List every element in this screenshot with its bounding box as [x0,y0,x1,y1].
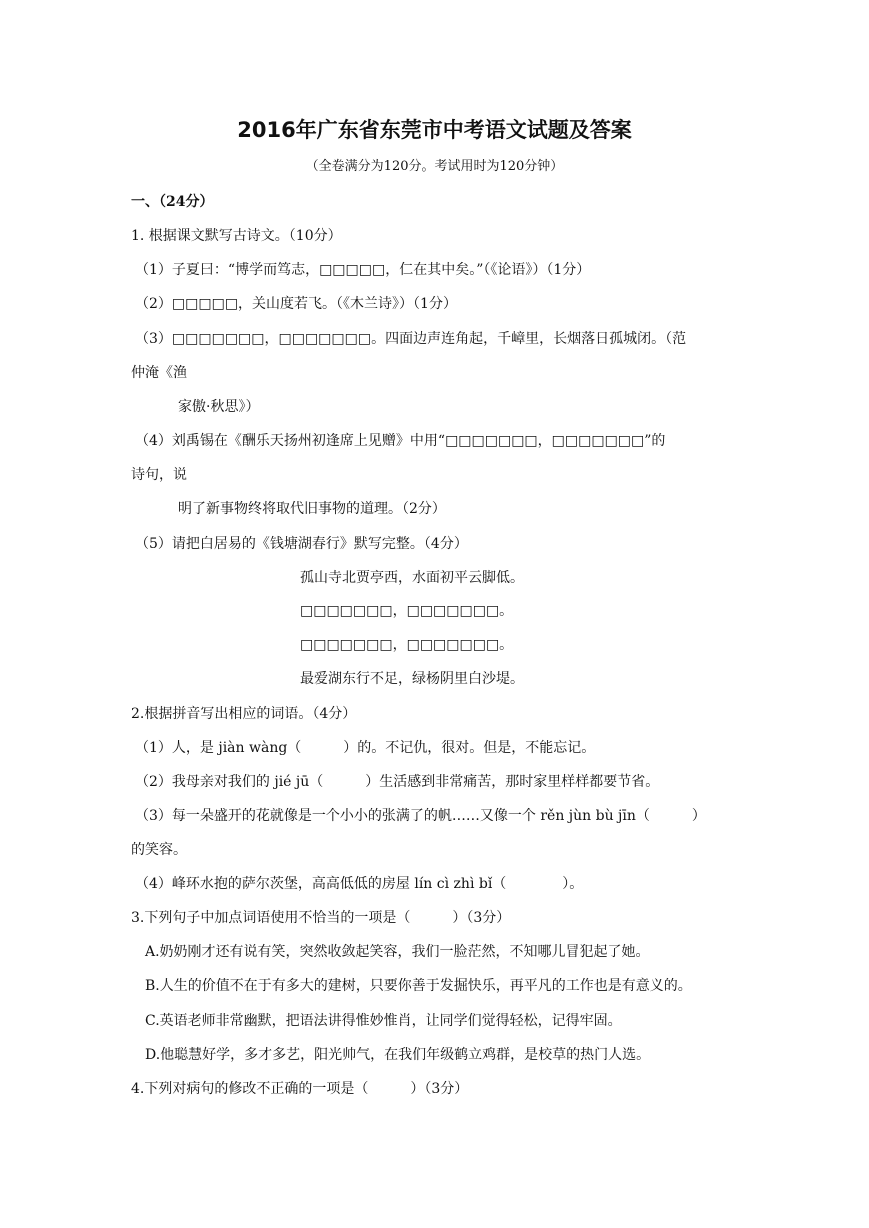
question-2-heading: 2.根据拼音写出相应的词语。（4分） [131,706,357,722]
page-subtitle: （全卷满分为120分。考试用时为120分钟） [305,159,564,174]
question-1-item-4-cont2: 明了新事物终将取代旧事物的道理。（2分） [178,501,446,517]
question-1-item-3: （3）□□□□□□□，□□□□□□□。四面边声连角起，千嶂里，长烟落日孤城闭。（范 [135,331,687,347]
question-1-item-5: （5）请把白居易的《钱塘湖春行》默写完整。（4分） [135,536,468,552]
page-title: 2016年广东省东莞市中考语文试题及答案 [237,118,632,142]
question-1-item-2: （2）□□□□□，关山度若飞。（《木兰诗》）（1分） [135,296,457,312]
question-4-heading: 4.下列对病句的修改不正确的一项是（ ）（3分） [131,1081,469,1097]
poem-line-4: 最爱湖东行不足，绿杨阴里白沙堤。 [300,671,524,687]
question-1-item-3-cont2: 家傲·秋思》） [178,399,260,415]
poem-line-2: □□□□□□□，□□□□□□□。 [300,603,514,619]
question-3-heading: 3.下列句子中加点词语使用不恰当的一项是（ ）（3分） [131,910,511,926]
question-3-option-c: C.英语老师非常幽默，把语法讲得惟妙惟肖，让同学们觉得轻松，记得牢固。 [145,1013,622,1029]
question-1-item-4-cont: 诗句，说 [131,467,187,483]
question-3-option-b: B.人生的价值不在于有多大的建树，只要你善于发掘快乐，再平凡的工作也是有意义的。 [145,978,692,994]
question-1-heading: 1. 根据课文默写古诗文。（10分） [131,228,342,244]
question-2-item-2: （2）我母亲对我们的 jié jū（ ）生活感到非常痛苦，那时家里样样都要节省。 [135,774,660,790]
question-2-item-1: （1）人，是 jiàn wàng（ ）的。不记仇，很对。但是，不能忘记。 [135,740,596,756]
question-1-item-4: （4）刘禹锡在《酬乐天扬州初逢席上见赠》中用“□□□□□□□，□□□□□□□”的 [135,433,666,449]
poem-line-1: 孤山寺北贾亭西，水面初平云脚低。 [300,570,524,586]
section-heading: 一、（24分） [131,194,214,210]
poem-line-3: □□□□□□□，□□□□□□□。 [300,637,514,653]
question-2-item-3: （3）每一朵盛开的花就像是一个小小的张满了的帆……又像一个 rěn jùn bù jīn（ ） [135,808,706,824]
question-3-option-a: A.奶奶刚才还有说有笑，突然收敛起笑容，我们一脸茫然，不知哪儿冒犯起了她。 [145,944,650,960]
question-2-item-4: （4）峰环水抱的萨尔茨堡，高高低低的房屋 lín cì zhì bǐ（ ）。 [135,876,584,892]
question-1-item-3-cont: 仲淹《渔 [131,365,187,381]
question-2-item-3-cont: 的笑容。 [131,842,187,858]
question-3-option-d: D.他聪慧好学，多才多艺，阳光帅气，在我们年级鹤立鸡群，是校草的热门人选。 [145,1047,651,1063]
question-1-item-1: （1）子夏曰：“博学而笃志，□□□□□，仁在其中矣。”（《论语》）（1分） [135,262,591,278]
